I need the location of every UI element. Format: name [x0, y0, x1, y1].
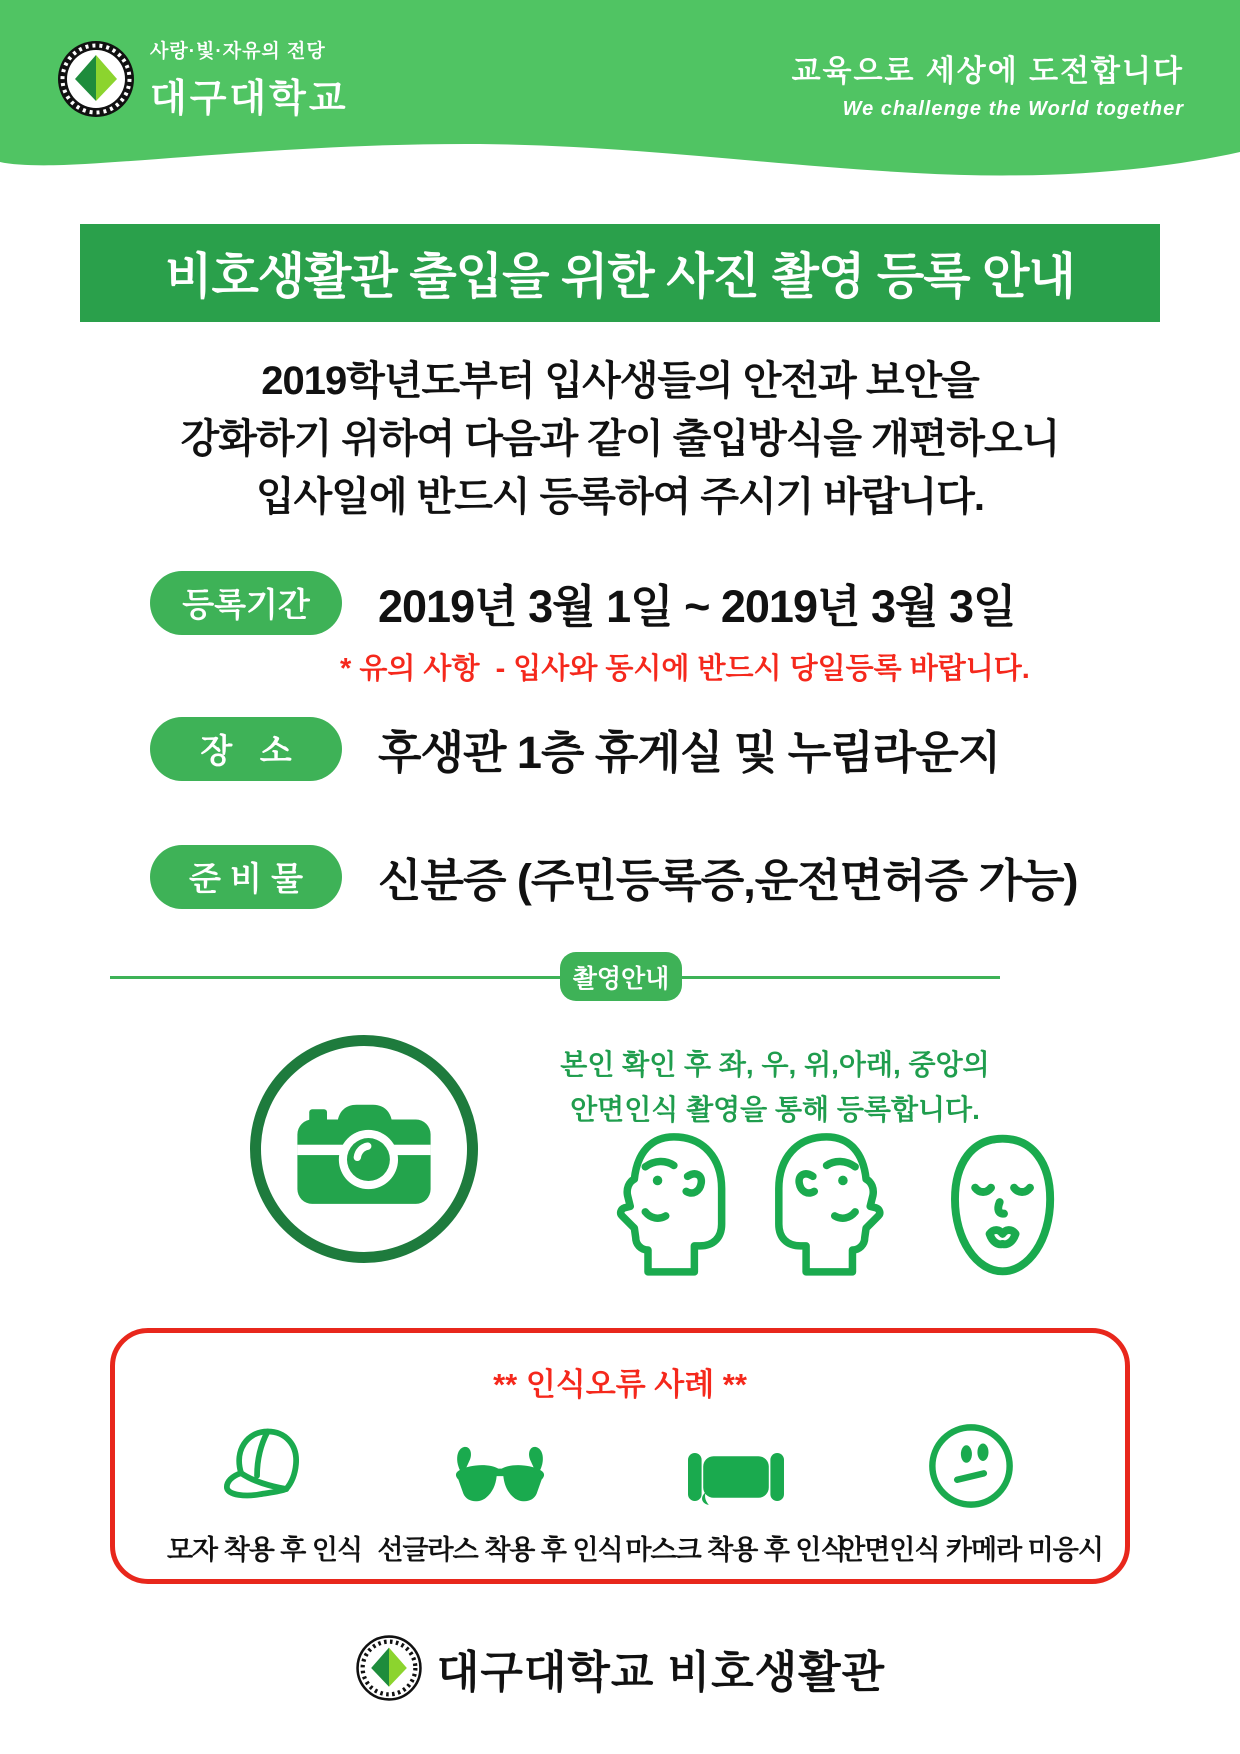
intro-line-2: 강화하기 위하여 다음과 같이 출입방식을 개편하오니 [180, 417, 1060, 461]
registration-period-row [150, 570, 1015, 635]
university-seal-icon [355, 1634, 423, 1702]
registration-period-value: 2019년 3월 1일 ~ 2019년 3월 3일 [378, 581, 1016, 632]
intro-line-3: 입사일에 반드시 등록하여 주시기 바랍니다. [255, 475, 985, 519]
sunglasses-icon [445, 1420, 555, 1512]
slogan-korean: 교육으로 세상에 도전합니다 [791, 55, 1184, 88]
error-item-cap [149, 1420, 380, 1567]
error-label-sunglasses: 선글라스 착용 후 인식 [377, 1535, 623, 1565]
header-slogan [792, 46, 1184, 121]
error-item-no-gaze [839, 1420, 1103, 1567]
footer-title: 대구대학교 비호생활관 [436, 1648, 886, 1697]
photo-caption-line-1: 본인 확인 후 좌, 우, 위,아래, 중앙의 [560, 1049, 990, 1080]
face-direction-icons [603, 1130, 1063, 1280]
error-items [115, 1420, 1125, 1567]
photo-guide-caption [535, 1042, 1015, 1132]
error-box-title: ** 인식오류 사례 ** [493, 1367, 747, 1402]
mask-icon [684, 1420, 788, 1512]
recognition-error-box [110, 1328, 1130, 1584]
error-label-mask: 마스크 착용 후 인식 [625, 1535, 846, 1565]
required-items-badge: 준 비 물 [150, 845, 342, 909]
logo-text-block [150, 36, 349, 122]
camera-badge [250, 1035, 478, 1263]
face-left-profile-icon [603, 1130, 728, 1280]
registration-notice: * 유의 사항 - 입사와 동시에 반드시 당일등록 바랍니다. [340, 653, 1030, 685]
required-items-value: 신분증 (주민등록증,운전면허증 가능) [378, 855, 1078, 906]
error-label-cap: 모자 착용 후 인식 [166, 1535, 363, 1565]
section-divider-line [110, 976, 1000, 979]
camera-icon [290, 1087, 438, 1211]
location-row [150, 716, 1000, 781]
page-title: 비호생활관 출입을 위한 사진 촬영 등록 안내 [80, 224, 1160, 322]
cap-icon [219, 1420, 311, 1512]
location-badge: 장 소 [150, 717, 342, 781]
university-name: 대구대학교 [150, 78, 349, 120]
university-seal-icon [56, 39, 136, 119]
error-item-sunglasses [377, 1420, 623, 1567]
required-items-row [150, 844, 1078, 909]
error-label-no-gaze: 안면인식 카메라 미응시 [839, 1535, 1103, 1565]
registration-period-badge: 등록기간 [150, 571, 342, 635]
logo-tagline: 사랑·빛·자유의 전당 [150, 41, 326, 62]
header-logo [56, 36, 349, 122]
error-item-mask [620, 1420, 851, 1567]
photo-caption-line-2: 안면인식 촬영을 통해 등록합니다. [570, 1094, 980, 1125]
photo-guide-section-badge: 촬영안내 [560, 952, 682, 1001]
location-value: 후생관 1층 휴게실 및 누림라운지 [378, 727, 1001, 778]
face-no-gaze-icon [925, 1420, 1017, 1512]
intro-paragraph [0, 352, 1240, 526]
face-front-icon [942, 1130, 1063, 1280]
slogan-english: We challenge the World together [842, 98, 1184, 120]
footer [0, 1634, 1240, 1702]
intro-line-1: 2019학년도부터 입사생들의 안전과 보안을 [261, 359, 979, 403]
face-right-profile-icon [772, 1130, 897, 1280]
